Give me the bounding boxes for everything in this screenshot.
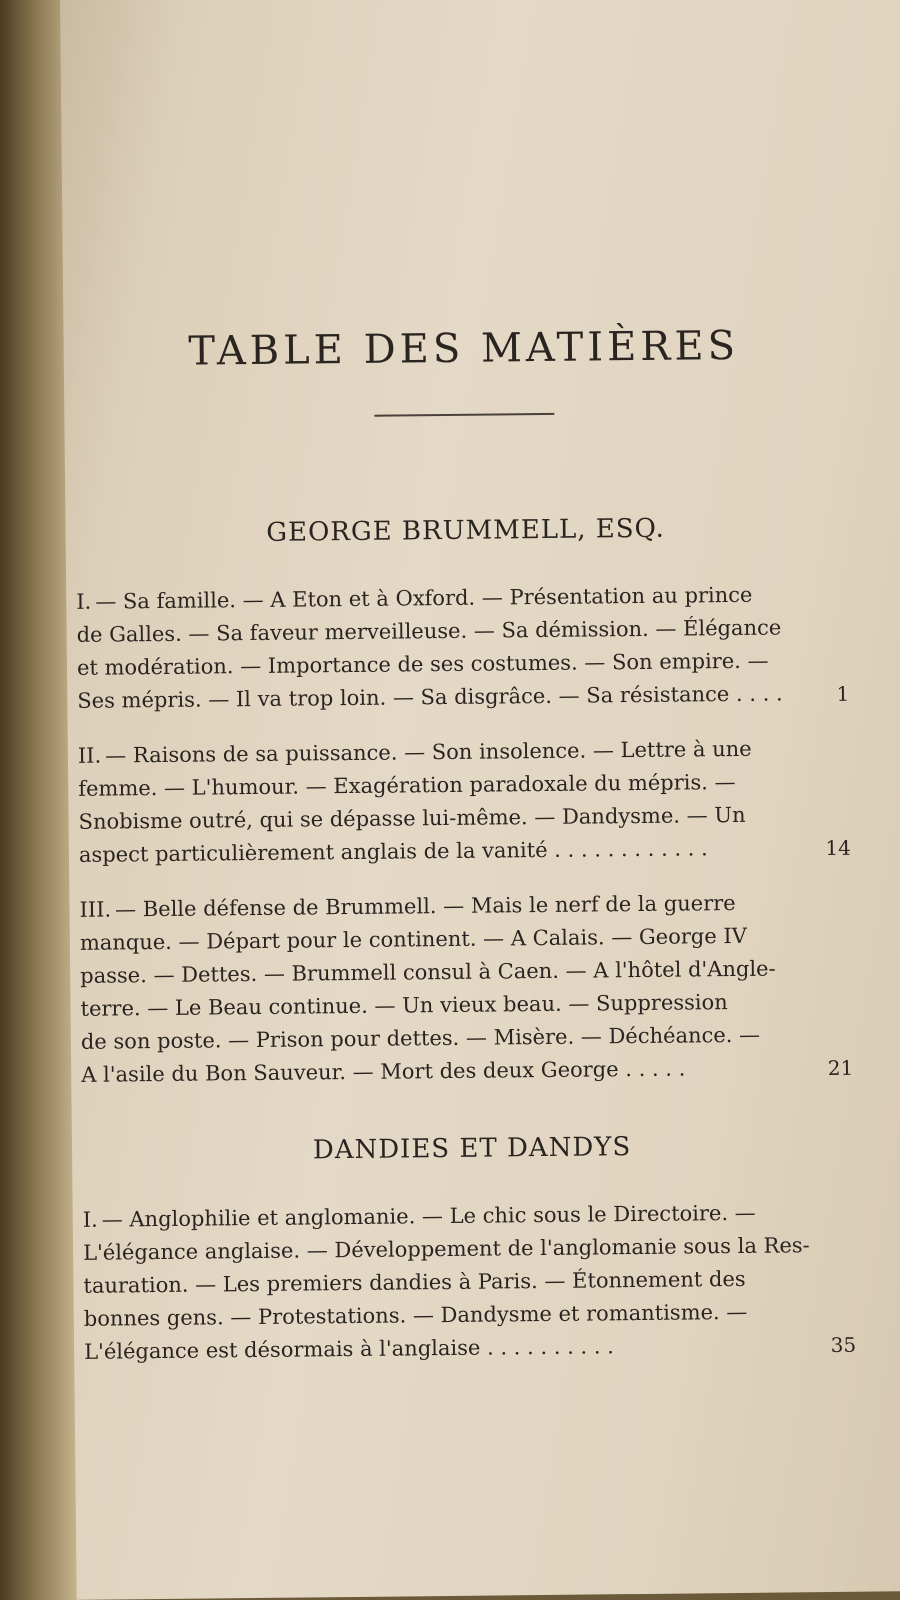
entry-line: I. — Anglophilie et anglomanie. — Le chic sous le Directoire. — <box>82 1200 756 1232</box>
entry-line: aspect particulièrement anglais de la vanité . . . . . . . . . . . . <box>78 836 708 867</box>
toc-entry <box>83 1196 865 1369</box>
toc-entry <box>76 578 857 718</box>
page-number: 1 <box>836 681 850 706</box>
entry-line: bonnes gens. — Protestations. — Dandysme et romantisme. — <box>83 1299 748 1331</box>
table-of-contents <box>73 322 864 1391</box>
entry-number: III. <box>79 897 112 922</box>
page-number: 35 <box>830 1332 857 1358</box>
entry-line: L'élégance anglaise. — Développement de l'anglomanie sous la Res- <box>82 1233 810 1265</box>
entry-line: Ses mépris. — Il va trop loin. — Sa disgrâce. — Sa résistance . . . . <box>77 681 783 713</box>
entry-number: I. <box>76 589 92 614</box>
entry-line: tauration. — Les premiers dandies à Paris. — Étonnement des <box>83 1266 746 1298</box>
section-title: DANDIES ET DANDYS <box>312 1132 632 1166</box>
entry-line: et modération. — Importance de ses costumes. — Son empire. — <box>76 648 769 680</box>
entry-line: Snobisme outré, qui se dépasse lui-même. — Dandysme. — Un <box>78 802 746 834</box>
toc-section-dandies <box>82 1130 864 1369</box>
book-page <box>60 0 900 1600</box>
entry-line: II. — Raisons de sa puissance. — Son insolence. — Lettre à une <box>77 736 752 768</box>
entry-line: L'élégance est désormais à l'anglaise . . . . . . . . . . <box>84 1334 614 1364</box>
entry-line: de Galles. — Sa faveur merveilleuse. — Sa démission. — Élégance <box>76 615 782 647</box>
entry-number: I. <box>82 1207 98 1232</box>
entry-line: passe. — Dettes. — Brummell consul à Caen. — A l'hôtel d'Angle- <box>80 956 776 988</box>
entry-line: femme. — L'humour. — Exagération paradoxale du mépris. — <box>78 769 736 801</box>
entry-number: II. <box>77 743 102 768</box>
entry-line: terre. — Le Beau continue. — Un vieux beau. — Suppression <box>80 990 728 1021</box>
entry-line: I. — Sa famille. — A Eton et à Oxford. — Présentation au prince <box>76 582 753 614</box>
toc-entry <box>78 732 859 872</box>
page-number: 14 <box>825 835 852 861</box>
entry-line: III. — Belle défense de Brummell. — Mais le nerf de la guerre <box>79 890 736 922</box>
toc-entry <box>79 886 861 1092</box>
entry-line: A l'asile du Bon Sauveur. — Mort des deux George . . . . . <box>81 1056 686 1087</box>
entry-line: de son poste. — Prison pour dettes. — Misère. — Déchéance. — <box>80 1022 761 1054</box>
toc-section-brummell <box>75 512 861 1092</box>
page-title: TABLE DES MATIÈRES <box>188 322 740 375</box>
section-title: GEORGE BRUMMELL, ESQ. <box>266 513 666 548</box>
page-number: 21 <box>827 1055 854 1081</box>
title-rule <box>374 413 554 417</box>
entry-line: manque. — Départ pour le continent. — A Calais. — George IV <box>79 923 747 955</box>
